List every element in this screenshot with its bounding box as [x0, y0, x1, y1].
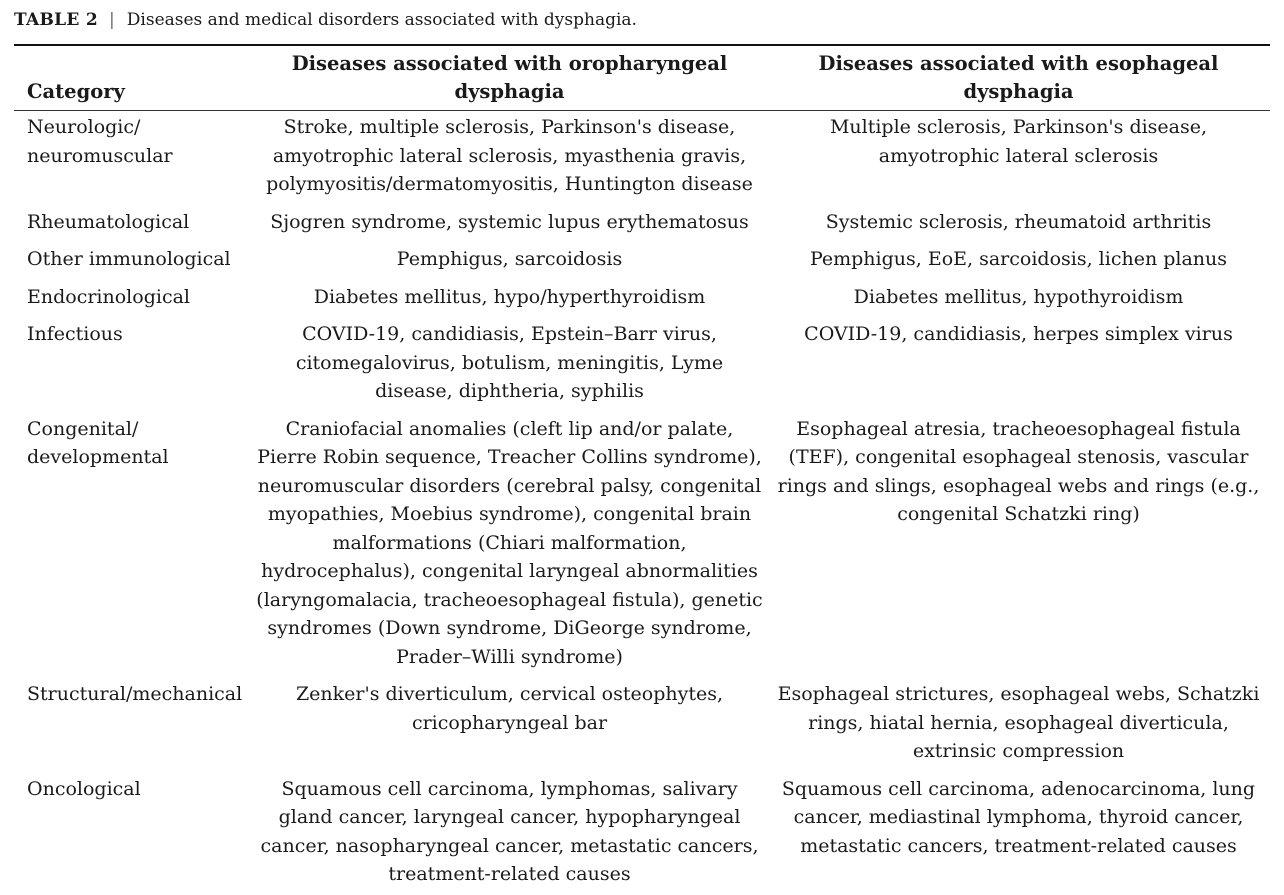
table-row	[14, 280, 1270, 318]
oropharyngeal-cell: Craniofacial anomalies (cleft lip and/or palate, Pierre Robin sequence, Treacher Collins syndrome), neuromuscular disorders (cerebral palsy, congenital myopathies, Moebius syndrome), congenital brain malformations (Chiari malformation, hydrocephalus), congenital laryngeal abnormalities (laryngomalacia, tracheoesophageal fistula), genetic syndromes (Down syndrome, DiGeorge syndrome, Prader–Willi syndrome)	[256, 417, 763, 668]
header-esophageal: Diseases associated with esophageal dysphagia	[767, 47, 1270, 111]
table-row	[14, 317, 1270, 412]
table-row	[14, 772, 1270, 895]
table-row	[14, 677, 1270, 772]
esophageal-cell: Esophageal strictures, esophageal webs, Schatzki rings, hiatal hernia, esophageal diverticula, extrinsic compression	[777, 683, 1260, 762]
category-cell: Structural/mechanical	[27, 683, 243, 705]
esophageal-cell: COVID-19, candidiasis, herpes simplex virus	[804, 323, 1233, 345]
esophageal-cell: Diabetes mellitus, hypothyroidism	[853, 285, 1184, 308]
table-top-rule	[14, 44, 1270, 46]
table-row	[14, 111, 1270, 205]
esophageal-cell: Multiple sclerosis, Parkinson's disease, amyotrophic lateral sclerosis	[829, 116, 1208, 167]
esophageal-cell: Systemic sclerosis, rheumatoid arthritis	[825, 210, 1212, 233]
category-cell: Oncological	[27, 777, 141, 800]
oropharyngeal-cell: Sjogren syndrome, systemic lupus erythematosus	[270, 210, 749, 233]
dysphagia-table	[14, 47, 1270, 895]
header-oropharyngeal: Diseases associated with oropharyngeal dysphagia	[252, 47, 767, 111]
oropharyngeal-cell: COVID-19, candidiasis, Epstein–Barr virus, citomegalovirus, botulism, meningitis, Lyme disease, diphtheria, syphilis	[295, 323, 724, 402]
table-caption	[14, 9, 637, 31]
esophageal-cell: Pemphigus, EoE, sarcoidosis, lichen planus	[809, 248, 1228, 270]
category-cell: Congenital/ developmental	[27, 417, 169, 468]
category-cell: Endocrinological	[27, 285, 190, 308]
header-category: Category	[14, 47, 252, 111]
table-row	[14, 205, 1270, 243]
oropharyngeal-cell: Squamous cell carcinoma, lymphomas, salivary gland cancer, laryngeal cancer, hypopharyngeal cancer, nasopharyngeal cancer, metastatic cancers, treatment-related causes	[260, 777, 759, 885]
category-cell: Infectious	[27, 323, 123, 345]
category-cell: Other immunological	[27, 248, 231, 270]
caption-text: Diseases and medical disorders associated with dysphagia.	[126, 10, 637, 30]
category-cell: Rheumatological	[27, 210, 190, 233]
oropharyngeal-cell: Zenker's diverticulum, cervical osteophytes, cricopharyngeal bar	[295, 683, 723, 734]
oropharyngeal-cell: Pemphigus, sarcoidosis	[396, 248, 623, 270]
esophageal-cell: Squamous cell carcinoma, adenocarcinoma, lung cancer, mediastinal lymphoma, thyroid cancer, metastatic cancers, treatment-related causes	[781, 777, 1256, 857]
esophageal-cell: Esophageal atresia, tracheoesophageal fistula (TEF), congenital esophageal stenosis, vascular rings and slings, esophageal webs and rings (e.g., congenital Schatzki ring)	[777, 417, 1260, 525]
oropharyngeal-cell: Diabetes mellitus, hypo/hyperthyroidism	[313, 285, 706, 308]
category-cell: Neurologic/ neuromuscular	[27, 116, 173, 167]
oropharyngeal-cell: Stroke, multiple sclerosis, Parkinson's disease, amyotrophic lateral sclerosis, myasthenia gravis, polymyositis/dermatomyositis, Huntington disease	[266, 116, 753, 195]
table-label: TABLE 2	[14, 10, 99, 30]
table-row	[14, 412, 1270, 678]
header-row	[14, 47, 1270, 111]
caption-separator: |	[109, 10, 115, 30]
table-row	[14, 242, 1270, 280]
